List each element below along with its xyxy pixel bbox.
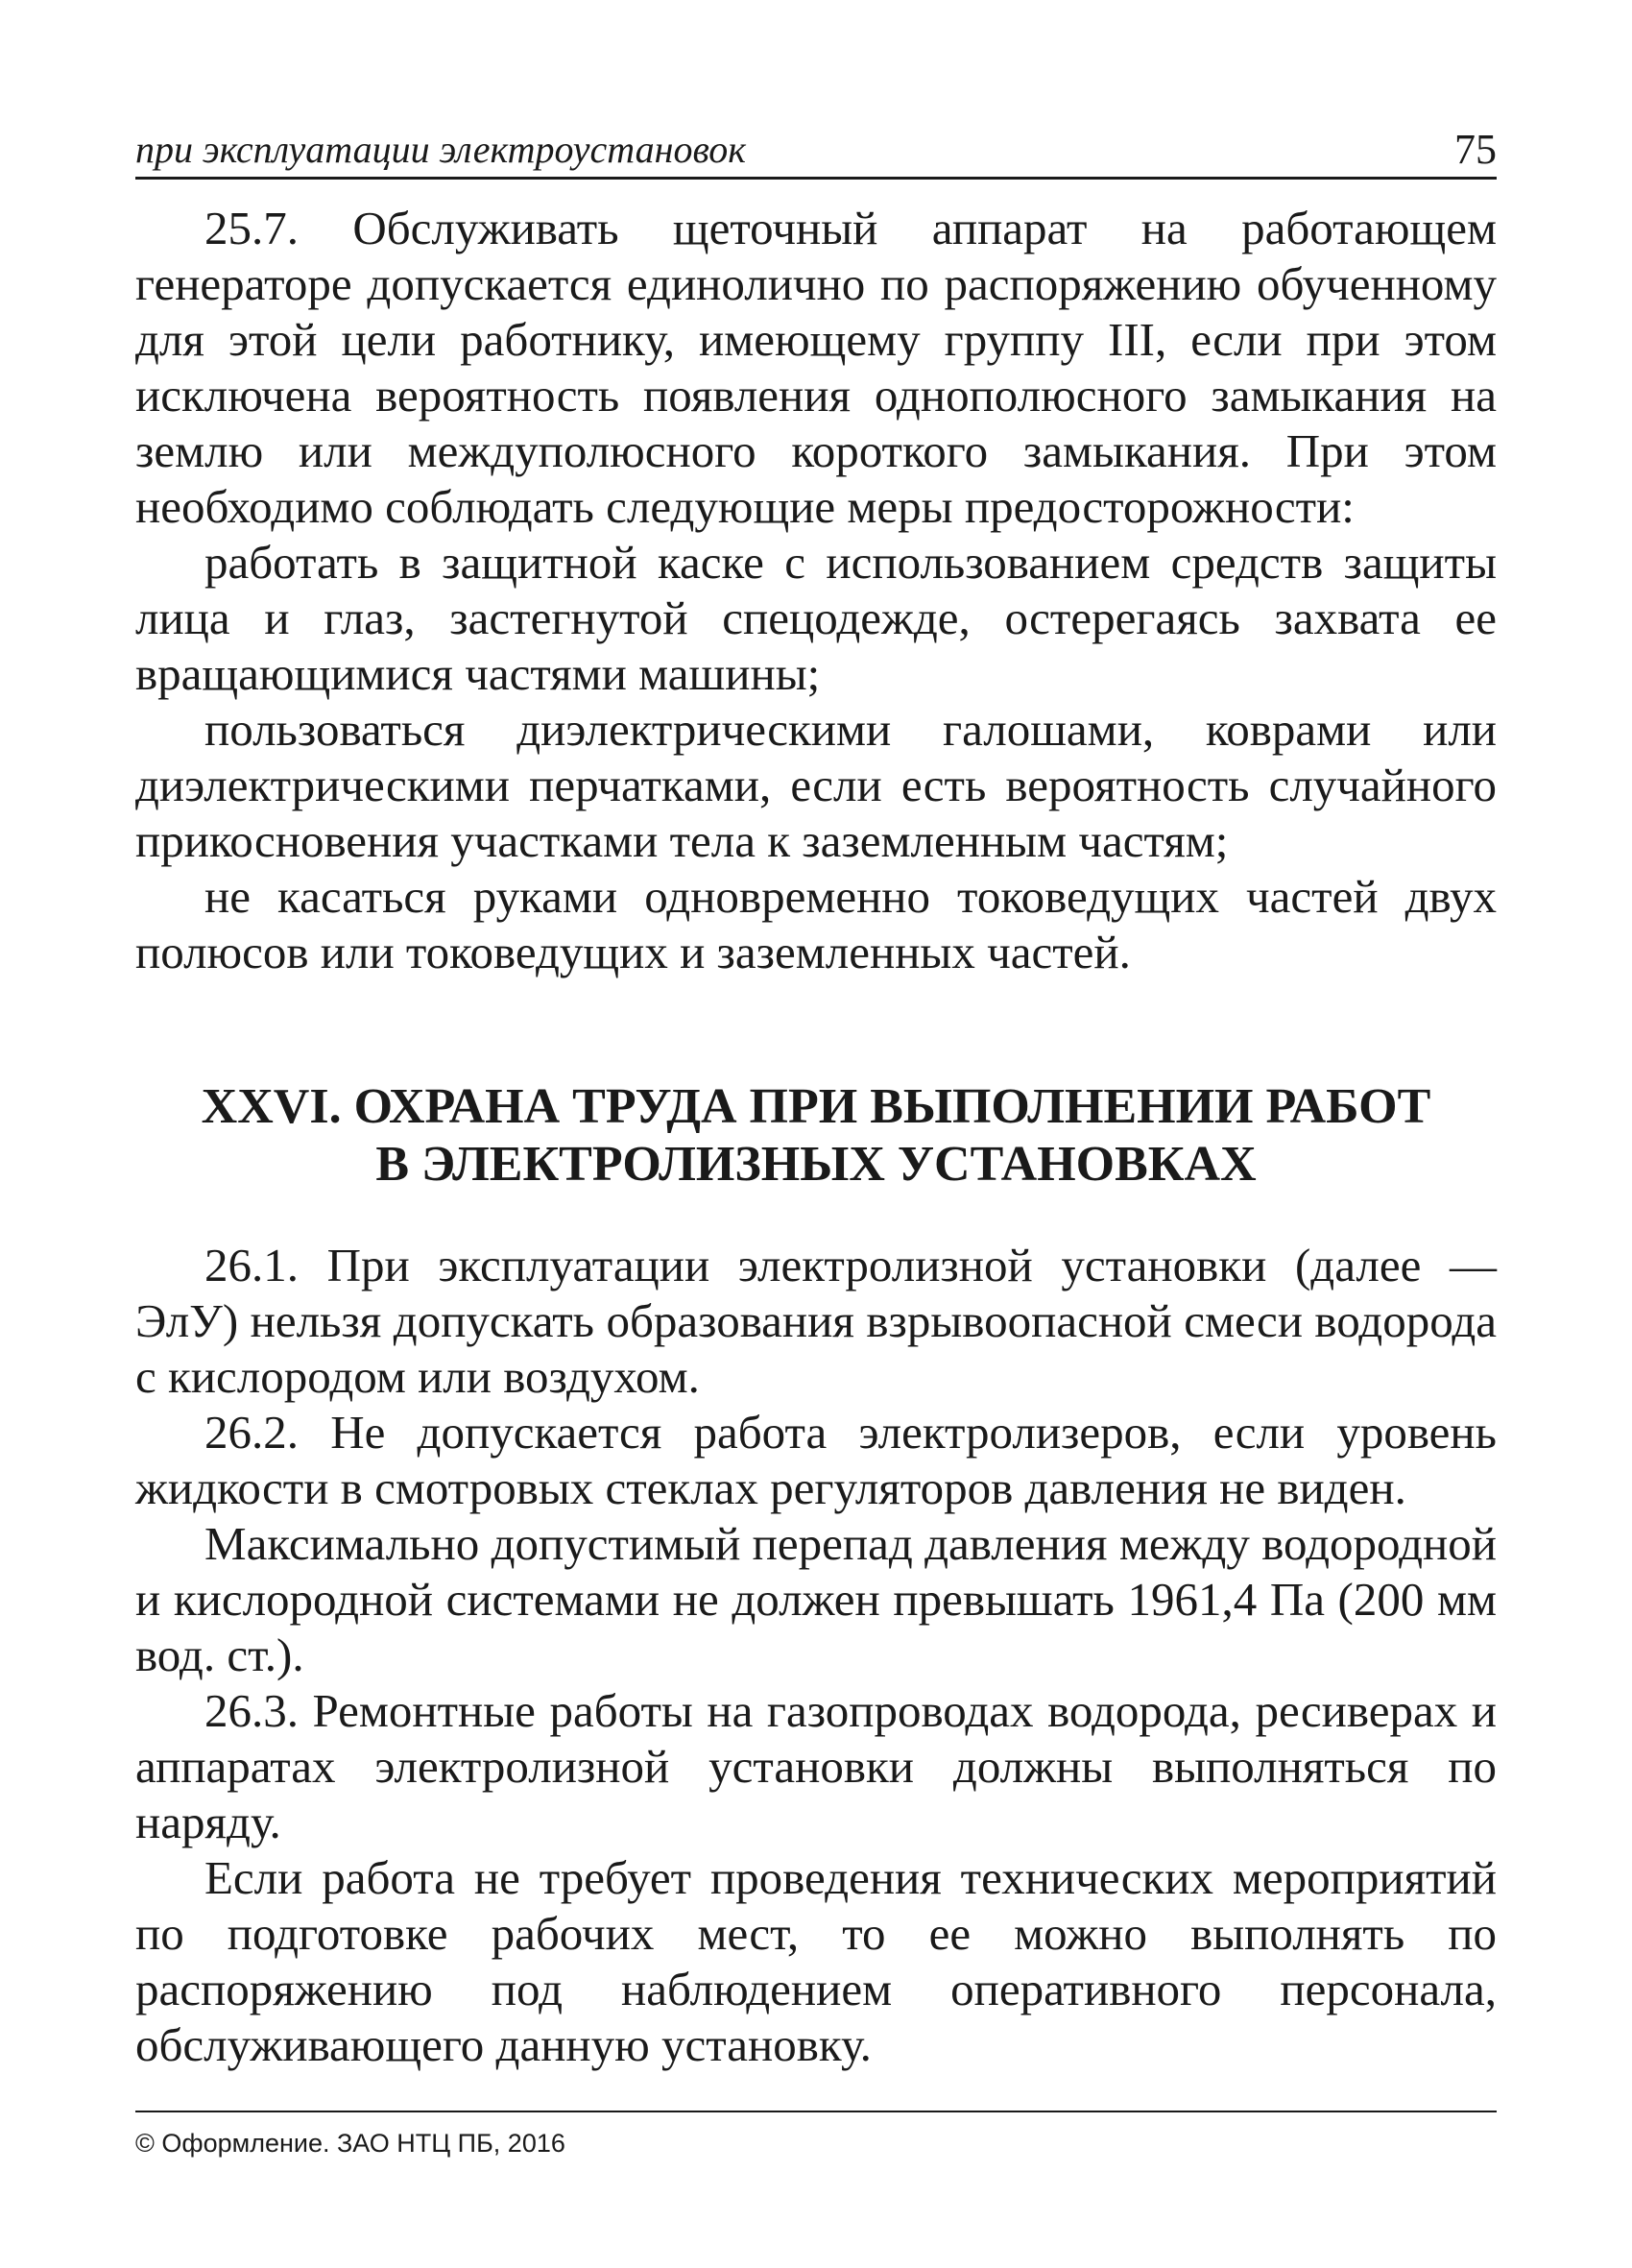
paragraph-pressure-limit: Максимально допустимый перепад давления между водородной и кислородной системами не должен превышать 1961,4 Па (200 мм вод. ст.). (135, 1517, 1497, 1681)
chapter-heading-line-2: В ЭЛЕКТРОЛИЗНЫХ УСТАНОВКАХ (375, 1137, 1257, 1192)
paragraph-25-7: 25.7. Обслуживать щеточный аппарат на работающем генераторе допускается единолично по распоряжению обученному для этой цели работнику, имеющему группу III, если при этом исключена вероятность появления однополюсного замыкания на землю или междуполюсного короткого замыкания. При этом необходимо соблюдать следующие меры предосторожности: (135, 202, 1497, 533)
chapter-heading (135, 1078, 1497, 1194)
body-text (135, 201, 1497, 2073)
copyright-notice: © Оформление. ЗАО НТЦ ПБ, 2016 (135, 2129, 565, 2158)
running-head (135, 115, 1497, 180)
chapter-heading-line-1: XXVI. ОХРАНА ТРУДА ПРИ ВЫПОЛНЕНИИ РАБОТ (201, 1079, 1431, 1134)
list-item-protective-helmet: работать в защитной каске с использованием средств защиты лица и глаз, застегнутой спецодежде, остерегаясь захвата ее вращающимися частями машины; (135, 536, 1497, 700)
paragraph-26-3: 26.3. Ремонтные работы на газопроводах водорода, ресиверах и аппаратах электролизной установки должны выполняться по наряду. (135, 1684, 1497, 1848)
running-head-title: при эксплуатации электроустановок (135, 128, 746, 171)
section-25-7 (135, 201, 1497, 980)
paragraph-26-1: 26.1. При эксплуатации электролизной установки (далее — ЭлУ) нельзя допускать образования взрывоопасной смеси водорода с кислородом или воздухом. (135, 1239, 1497, 1403)
document-page (135, 115, 1497, 2073)
paragraph-order-execution: Если работа не требует проведения технических мероприятий по подготовке рабочих мест, то ее можно выполнять по распоряжению под наблюдением оперативного персонала, обслуживающего данную установку. (135, 1851, 1497, 2071)
chapter-26-body (135, 1238, 1497, 2073)
page-footer (135, 2111, 1497, 2160)
list-item-dielectric-galoshes: пользоваться диэлектрическими галошами, коврами или диэлектрическими перчатками, если есть вероятность случайного прикосновения участками тела к заземленным частям; (135, 703, 1497, 867)
list-item-do-not-touch: не касаться руками одновременно токоведущих частей двух полюсов или токоведущих и заземленных частей. (135, 870, 1497, 978)
paragraph-26-2: 26.2. Не допускается работа электролизеров, если уровень жидкости в смотровых стеклах регуляторов давления не виден. (135, 1406, 1497, 1514)
page-number: 75 (1454, 126, 1497, 173)
